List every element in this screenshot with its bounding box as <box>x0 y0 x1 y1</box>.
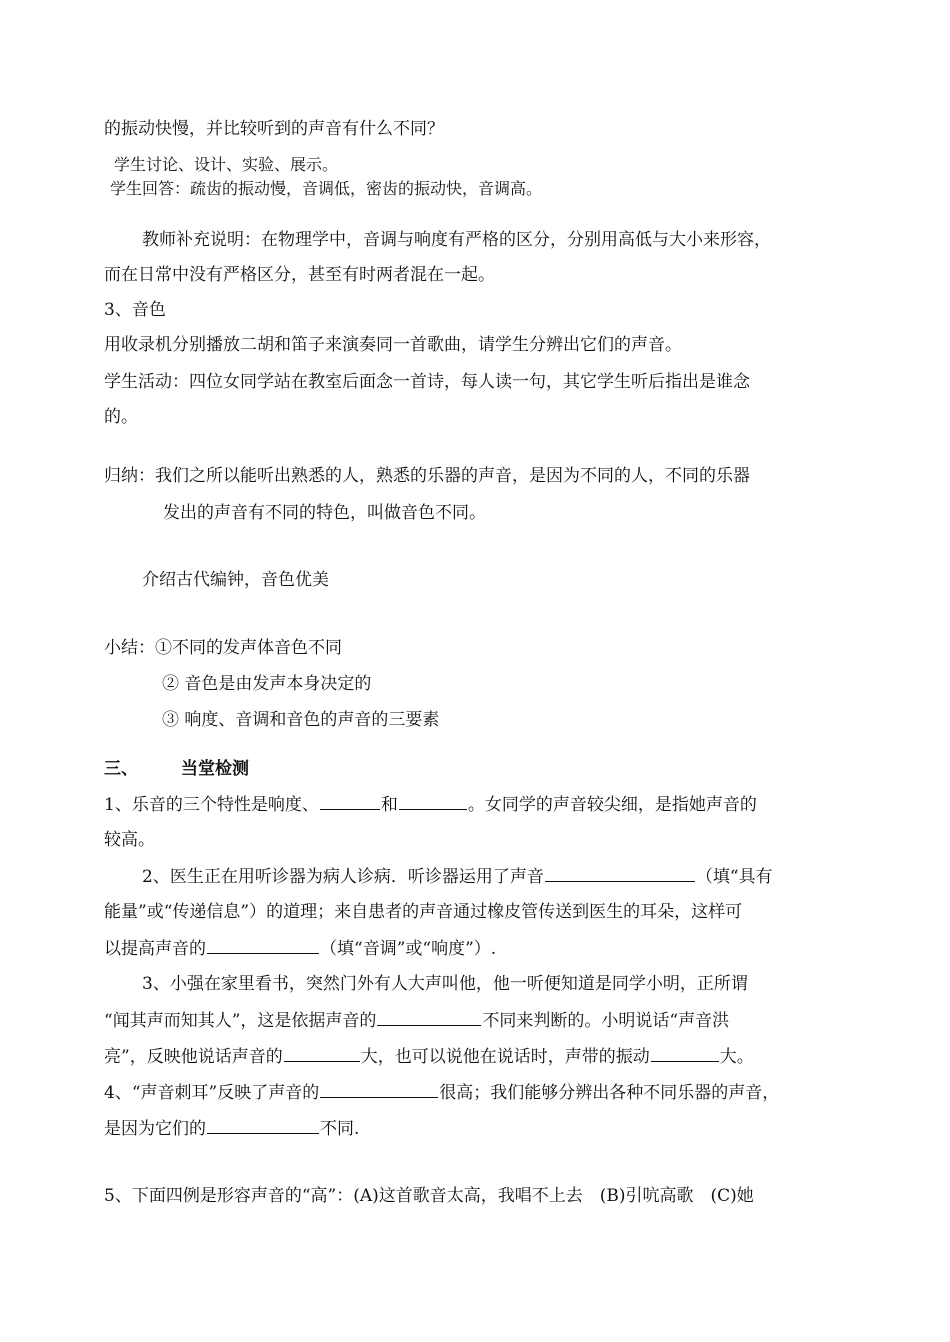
text-line: 3、音色 <box>104 300 166 320</box>
text-line: 归纳：我们之所以能听出熟悉的人，熟悉的乐器的声音，是因为不同的人，不同的乐器 <box>104 466 750 486</box>
question-2-line-3: 以提高声音的 （填“音调”或“响度”）. <box>104 939 497 959</box>
text-line: 介绍古代编钟，音色优美 <box>142 570 329 590</box>
text-line: 学生活动：四位女同学站在教室后面念一首诗，每人读一句，其它学生听后指出是谁念 <box>104 372 750 392</box>
answer-blank[interactable] <box>320 1081 438 1098</box>
question-2-line-2: 能量”或“传递信息”）的道理；来自患者的声音通过橡皮管传送到医生的耳朵，这样可 <box>104 902 743 922</box>
text-line: 而在日常中没有严格区分，甚至有时两者混在一起。 <box>104 265 495 285</box>
text-line: 教师补充说明：在物理学中，音调与响度有严格的区分，分别用高低与大小来形容， <box>142 230 771 250</box>
answer-blank[interactable] <box>651 1045 719 1062</box>
text-line: 的。 <box>104 407 138 427</box>
answer-blank[interactable] <box>207 1117 319 1134</box>
answer-blank[interactable] <box>284 1045 360 1062</box>
text-line: 的振动快慢，并比较听到的声音有什么不同？ <box>104 119 444 139</box>
text-line: ② 音色是由发声本身决定的 <box>162 674 372 694</box>
answer-blank[interactable] <box>545 865 695 882</box>
text-line: 小结：①不同的发声体音色不同 <box>104 638 342 658</box>
text-line: ③ 响度、音调和音色的声音的三要素 <box>162 710 440 730</box>
section-title: 当堂检测 <box>181 759 249 779</box>
question-4-line-2: 是因为它们的 不同. <box>104 1119 360 1139</box>
text-line: 学生讨论、设计、实验、展示。 <box>114 155 339 174</box>
text-line: 学生回答：疏齿的振动慢，音调低，密齿的振动快，音调高。 <box>110 179 543 198</box>
question-3-line-3: 亮”，反映他说话声音的 大，也可以说他在说话时，声带的振动 大。 <box>104 1047 754 1067</box>
section-number: 三、 <box>104 759 138 779</box>
question-1-line-1: 1、乐音的三个特性是响度、 和 。女同学的声音较尖细，是指她声音的 <box>104 795 757 815</box>
question-3-line-1: 3、小强在家里看书，突然门外有人大声叫他，他一听便知道是同学小明，正所谓 <box>142 974 748 994</box>
question-4-line-1: 4、“声音刺耳”反映了声音的 很高；我们能够分辨出各种不同乐器的声音， <box>104 1083 780 1103</box>
text-line: 发出的声音有不同的特色，叫做音色不同。 <box>163 503 486 523</box>
answer-blank[interactable] <box>399 793 467 810</box>
question-5-line-1: 5、下面四例是形容声音的“高”：(A)这首歌音太高，我唱不上去 (B)引吭高歌 (C)她 <box>104 1186 754 1206</box>
text-line: 用收录机分别播放二胡和笛子来演奏同一首歌曲，请学生分辨出它们的声音。 <box>104 335 682 355</box>
question-3-line-2: “闻其声而知其人”，这是依据声音的 不同来判断的。小明说话“声音洪 <box>104 1011 730 1031</box>
answer-blank[interactable] <box>320 793 380 810</box>
question-1-line-2: 较高。 <box>104 830 155 850</box>
question-2-line-1: 2、医生正在用听诊器为病人诊病．听诊器运用了声音 （填“具有 <box>142 867 773 887</box>
answer-blank[interactable] <box>377 1009 481 1026</box>
answer-blank[interactable] <box>207 937 319 954</box>
